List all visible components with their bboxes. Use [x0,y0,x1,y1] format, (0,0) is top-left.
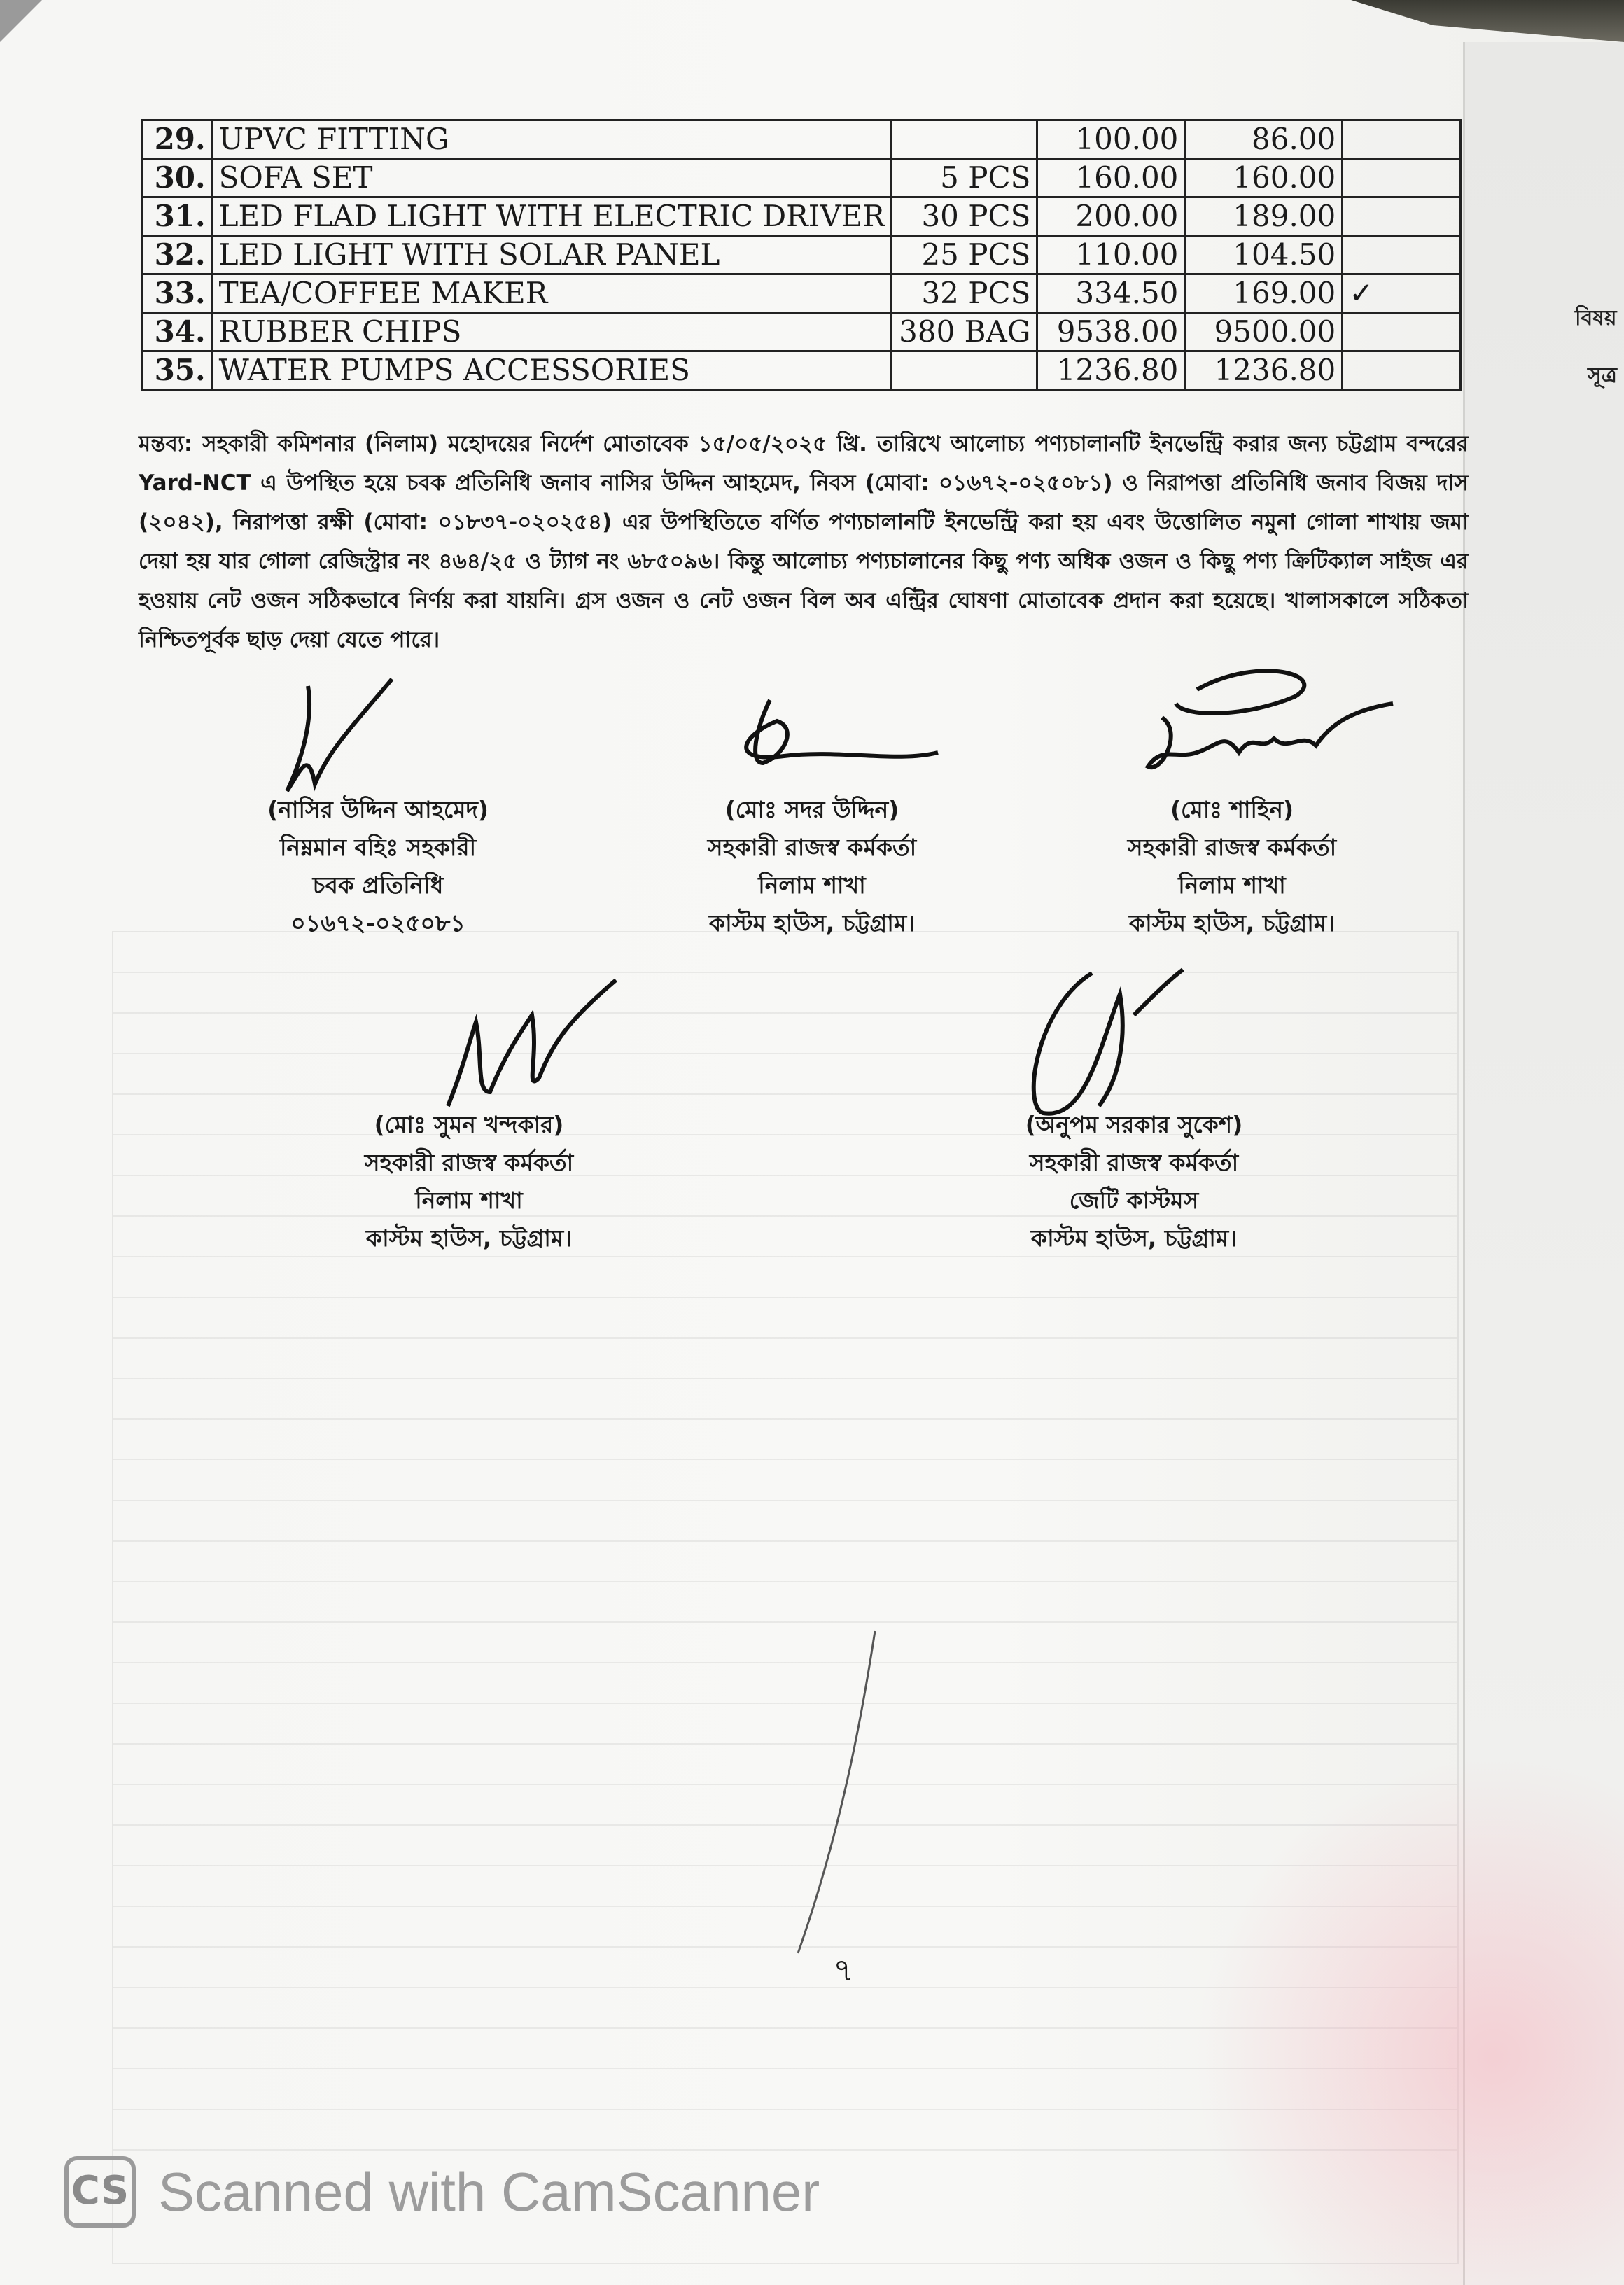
table-row [143,351,1461,390]
signatory-name: (নাসির উদ্দিন আহমেদ) [267,796,489,823]
row-number: 33. [143,274,213,313]
signatory-office: জেটি কাস্টমস [1069,1187,1199,1214]
declared-value: 334.50 [1037,274,1185,313]
table-row [143,236,1461,274]
signatory-name: (মোঃ সুমন খন্দকার) [374,1111,564,1138]
signatory-block-5 [1001,1106,1267,1257]
assessed-value: 169.00 [1185,274,1343,313]
signature-4 [434,973,623,1127]
item-quantity: 25 PCS [891,236,1037,274]
side-text-subject: বিষয় [1575,306,1617,330]
item-description: LED FLAD LIGHT WITH ELECTRIC DRIVER [212,197,891,236]
row-number: 35. [143,351,213,390]
row-number: 32. [143,236,213,274]
declared-value: 9538.00 [1037,313,1185,351]
assessed-value: 160.00 [1185,159,1343,197]
signatory-designation: সহকারী রাজস্ব কর্মকর্তা [364,1149,574,1176]
signatory-name: (অনুপম সরকার সুকেশ) [1025,1111,1243,1138]
assessed-value: 104.50 [1185,236,1343,274]
pen-stroke [784,1624,882,1960]
pink-stain [1190,1715,1624,2285]
items-table [141,119,1462,391]
signatory-office: নিলাম শাখা [415,1187,523,1214]
table-row [143,120,1461,159]
check-mark [1343,313,1461,351]
signatory-contact: ০১৬৭২-০২৫০৮১ [290,909,465,937]
table-row [143,197,1461,236]
signatory-block-2 [693,791,931,942]
assessed-value: 189.00 [1185,197,1343,236]
row-number: 30. [143,159,213,197]
signatory-address: কাস্টম হাউস, চট্টগ্রাম। [1129,909,1335,937]
item-description: UPVC FITTING [212,120,891,159]
signatory-name: (মোঃ শাহিন) [1170,796,1294,823]
assessed-value: 1236.80 [1185,351,1343,390]
signatory-office: চবক প্রতিনিধি [312,872,444,899]
declared-value: 1236.80 [1037,351,1185,390]
declared-value: 110.00 [1037,236,1185,274]
assessed-value: 9500.00 [1185,313,1343,351]
declared-value: 160.00 [1037,159,1185,197]
row-number: 31. [143,197,213,236]
remarks-paragraph: মন্তব্য: সহকারী কমিশনার (নিলাম) মহোদয়ের নির্দেশ মোতাবেক ১৫/০৫/২০২৫ খ্রি. তারিখে আলোচ্য পণ্যচালানটি ইনভেন্ট্রি করার জন্য চট্টগ্রাম বন্দরের Yard-NCT এ উপস্থিত হয়ে চবক প্রতিনিধি জনাব নাসির উদ্দিন আহমেদ, নিবস (মোবা: ০১৬৭২-০২৫০৮১) ও নিরাপত্তা প্রতিনিধি জনাব বিজয় দাস (২০৪২), নিরাপত্তা রক্ষী (মোবা: ০১৮৩৭-০২০২৫৪) এর উপস্থিতিতে বর্ণিত পণ্যচালানটি ইনভেন্ট্রি করা হয় এবং উত্তোলিত নমুনা গোলা শাখায় জমা দেয়া হয় যার গোলা রেজিস্ট্রার নং ৪৬৪/২৫ ও ট্যাগ নং ৬৮৫০৯৬। কিন্তু আলোচ্য পণ্যচালানের কিছু পণ্য অধিক ওজন ও কিছু পণ্য ক্রিটিক্যাল সাইজ এর হওয়ায় নেট ওজন সঠিকভাবে নির্ণয় করা যায়নি। গ্রস ওজন ও নেট ওজন বিল অব এন্ট্রির ঘোষণা মোতাবেক প্রদান করা হয়েছে। খালাসকালে সঠিকতা নিশ্চিতপূর্বক ছাড় দেয়া যেতে পারে। [139,431,1469,652]
item-quantity [891,120,1037,159]
check-mark [1343,236,1461,274]
check-mark [1343,120,1461,159]
row-number: 34. [143,313,213,351]
row-number: 29. [143,120,213,159]
check-mark [1343,159,1461,197]
camscanner-watermark: Scanned with CamScanner [158,2161,820,2223]
check-mark [1343,197,1461,236]
check-mark: ✓ [1343,274,1461,313]
item-description: WATER PUMPS ACCESSORIES [212,351,891,390]
item-quantity: 30 PCS [891,197,1037,236]
signature-1 [266,672,406,805]
table-row [143,159,1461,197]
signatory-office: নিলাম শাখা [758,872,866,899]
signatory-designation: সহকারী রাজস্ব কর্মকর্তা [707,834,917,861]
signatory-block-3 [1113,791,1351,942]
assessed-value: 86.00 [1185,120,1343,159]
signatory-designation: সহকারী রাজস্ব কর্মকর্তা [1127,834,1337,861]
signature-2 [700,686,952,784]
item-description: RUBBER CHIPS [212,313,891,351]
signature-3 [1120,662,1400,781]
declared-value: 100.00 [1037,120,1185,159]
signatory-designation: সহকারী রাজস্ব কর্মকর্তা [1029,1149,1239,1176]
table-row [143,274,1461,313]
item-description: LED LIGHT WITH SOLAR PANEL [212,236,891,274]
signatory-address: কাস্টম হাউস, চট্টগ্রাম। [709,909,915,937]
signatory-block-1 [252,791,504,942]
declared-value: 200.00 [1037,197,1185,236]
item-description: SOFA SET [212,159,891,197]
camscanner-logo: CS [64,2156,136,2228]
item-quantity: 380 BAG [891,313,1037,351]
side-text-ref: সূত্র [1588,363,1617,388]
signatory-address: কাস্টম হাউস, চট্টগ্রাম। [1031,1224,1237,1252]
item-quantity: 5 PCS [891,159,1037,197]
table-row [143,313,1461,351]
item-quantity: 32 PCS [891,274,1037,313]
page-mark: ৭ [833,1951,854,1989]
signatory-name: (মোঃ সদর উদ্দিন) [724,796,899,823]
item-description: TEA/COFFEE MAKER [212,274,891,313]
signatory-office: নিলাম শাখা [1178,872,1286,899]
item-quantity [891,351,1037,390]
signatory-designation: নিম্নমান বহিঃ সহকারী [279,834,477,861]
check-mark [1343,351,1461,390]
signatory-address: কাস্টম হাউস, চট্টগ্রাম। [366,1224,572,1252]
signatory-block-4 [350,1106,588,1257]
signature-5 [1015,966,1190,1127]
